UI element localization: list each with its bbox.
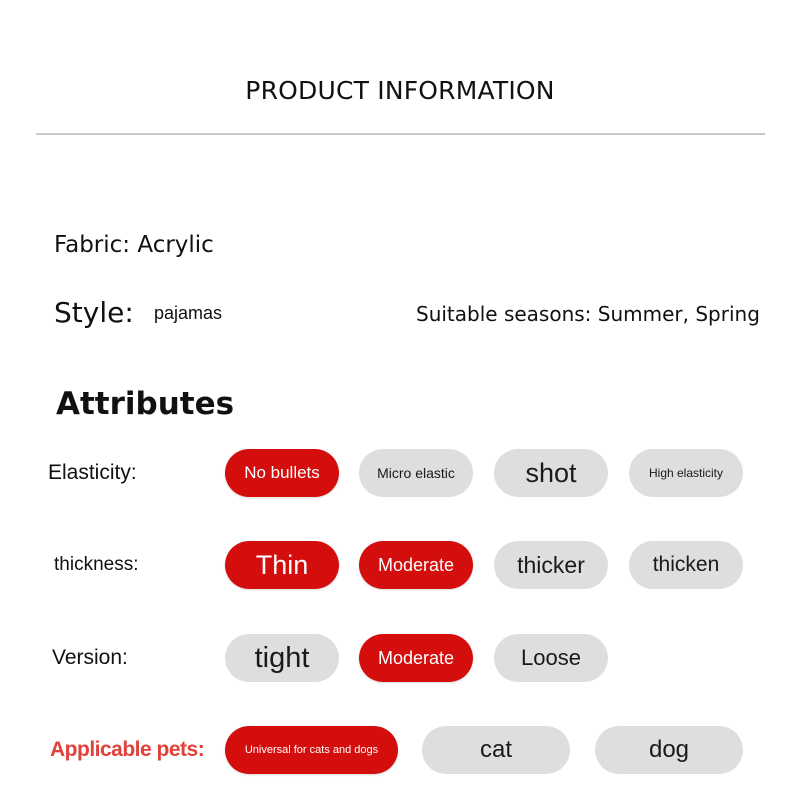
pets-option-dog[interactable]: dog	[595, 726, 743, 774]
page-title: PRODUCT INFORMATION	[245, 76, 555, 105]
thickness-label: thickness:	[54, 554, 139, 575]
attributes-heading: Attributes	[56, 386, 235, 422]
applicable-pets-label: Applicable pets:	[50, 738, 205, 761]
style-label: Style:	[54, 296, 134, 329]
version-option-moderate[interactable]: Moderate	[359, 634, 473, 682]
seasons-info: Suitable seasons: Summer, Spring	[416, 302, 760, 326]
elasticity-option-shot[interactable]: shot	[494, 449, 608, 497]
thickness-option-thicker[interactable]: thicker	[494, 541, 608, 589]
elasticity-option-micro-elastic[interactable]: Micro elastic	[359, 449, 473, 497]
elasticity-option-no-bullets[interactable]: No bullets	[225, 449, 339, 497]
elasticity-option-high-elasticity[interactable]: High elasticity	[629, 449, 743, 497]
title-divider	[36, 133, 765, 135]
thickness-option-thicken[interactable]: thicken	[629, 541, 743, 589]
version-option-tight[interactable]: tight	[225, 634, 339, 682]
thickness-option-thin[interactable]: Thin	[225, 541, 339, 589]
style-value: pajamas	[154, 303, 223, 323]
pets-option-universal[interactable]: Universal for cats and dogs	[225, 726, 398, 774]
thickness-option-moderate[interactable]: Moderate	[359, 541, 473, 589]
version-label: Version:	[52, 646, 128, 669]
version-option-loose[interactable]: Loose	[494, 634, 608, 682]
pets-option-cat[interactable]: cat	[422, 726, 570, 774]
elasticity-label: Elasticity:	[48, 461, 137, 484]
fabric-info: Fabric: Acrylic	[54, 232, 214, 258]
